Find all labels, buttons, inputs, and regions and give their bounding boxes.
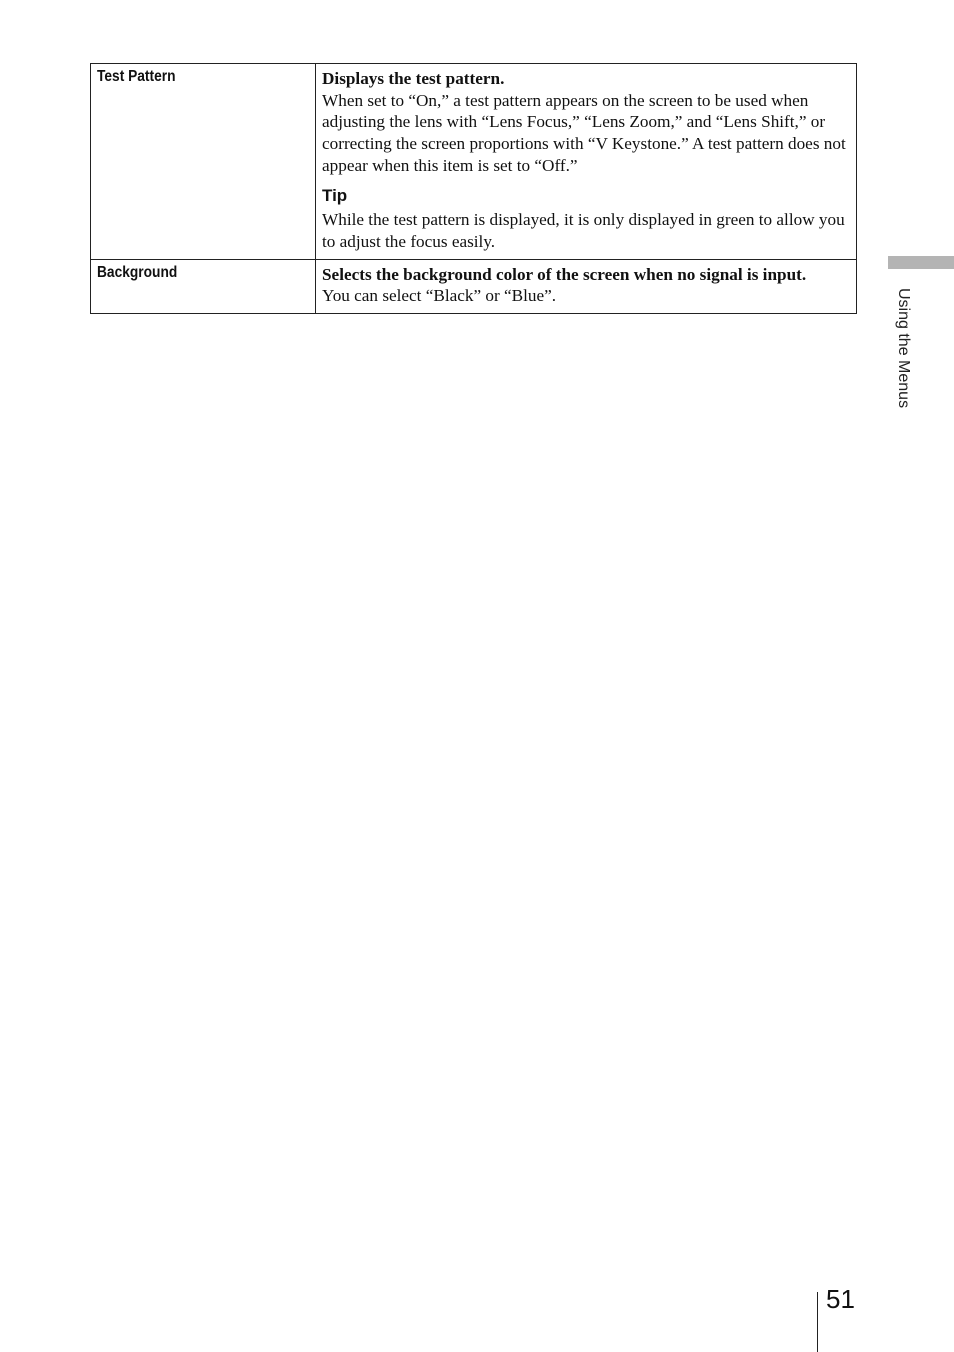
table-row	[91, 64, 857, 260]
page-number-rule	[817, 1292, 818, 1352]
description-body: You can select “Black” or “Blue”.	[322, 286, 557, 306]
page-number: 51	[826, 1284, 855, 1314]
item-name: Test Pattern	[97, 68, 176, 85]
description-lead: Selects the background color of the screen when no signal is input.	[322, 264, 807, 284]
table-row	[91, 259, 857, 313]
item-name-cell	[91, 259, 316, 313]
description-body: When set to “On,” a test pattern appears on the screen to be used when adjusting the lens with “Lens Focus,” “Lens Zoom,” and “Lens Shift,” or correcting the screen proportions with “V Keystone.” A test pattern does not appear when this item is set to “Off.”	[322, 90, 846, 175]
tip-text: While the test pattern is displayed, it is only displayed in green to allow you to adjust the focus easily.	[322, 210, 845, 251]
section-tab-label: Using the Menus	[895, 288, 912, 409]
description-cell	[316, 259, 857, 313]
item-name-cell	[91, 64, 316, 260]
section-tab-marker	[888, 256, 954, 269]
description-cell	[316, 64, 857, 260]
description-lead: Displays the test pattern.	[322, 69, 505, 88]
tip-heading: Tip	[322, 185, 348, 205]
item-name: Background	[97, 263, 178, 281]
settings-table	[90, 63, 857, 314]
